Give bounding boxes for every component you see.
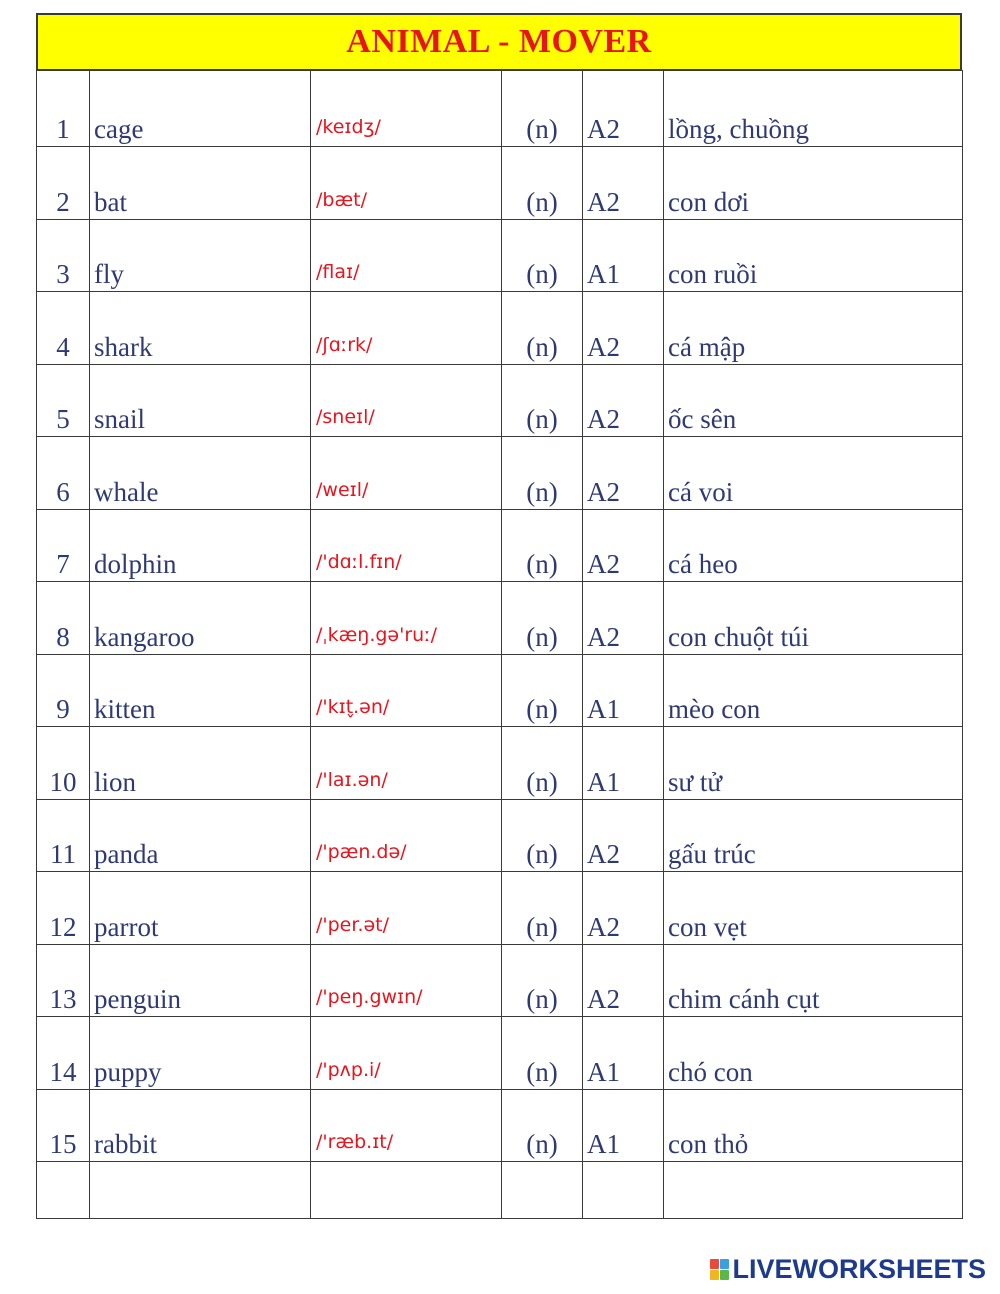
cefr-level: A2 [583, 944, 664, 1017]
row-number: 3 [37, 219, 90, 292]
part-of-speech: (n) [502, 944, 583, 1017]
table-row [37, 799, 963, 872]
vietnamese-meaning: lồng, chuồng [664, 71, 963, 147]
table-row [37, 219, 963, 292]
table-row [37, 1089, 963, 1162]
pronunciation: /flaɪ/ [311, 219, 502, 292]
table-row [37, 654, 963, 727]
logo-square-2 [720, 1259, 729, 1269]
logo-text: LIVEWORKSHEETS [732, 1253, 986, 1284]
empty-cell [664, 1162, 963, 1219]
table-row [37, 71, 963, 147]
pronunciation: /'ræb.ɪt/ [311, 1089, 502, 1162]
row-number: 6 [37, 437, 90, 510]
row-number: 9 [37, 654, 90, 727]
cefr-level: A1 [583, 219, 664, 292]
cefr-level: A2 [583, 364, 664, 437]
part-of-speech: (n) [502, 654, 583, 727]
table-row [37, 292, 963, 365]
english-word: puppy [90, 1017, 311, 1090]
empty-cell [583, 1162, 664, 1219]
vietnamese-meaning: con thỏ [664, 1089, 963, 1162]
cefr-level: A1 [583, 727, 664, 800]
english-word: dolphin [90, 509, 311, 582]
part-of-speech: (n) [502, 872, 583, 945]
part-of-speech: (n) [502, 799, 583, 872]
row-number: 14 [37, 1017, 90, 1090]
vietnamese-meaning: con ruồi [664, 219, 963, 292]
pronunciation: /'laɪ.ən/ [311, 727, 502, 800]
vietnamese-meaning: sư tử [664, 727, 963, 800]
table-row [37, 509, 963, 582]
part-of-speech: (n) [502, 292, 583, 365]
empty-cell [90, 1162, 311, 1219]
vietnamese-meaning: con chuột túi [664, 582, 963, 655]
part-of-speech: (n) [502, 147, 583, 220]
pronunciation: /'peŋ.gwɪn/ [311, 944, 502, 1017]
vietnamese-meaning: chó con [664, 1017, 963, 1090]
table-row [37, 147, 963, 220]
row-number: 2 [37, 147, 90, 220]
empty-cell [502, 1162, 583, 1219]
cefr-level: A2 [583, 799, 664, 872]
pronunciation: /weɪl/ [311, 437, 502, 510]
row-number: 7 [37, 509, 90, 582]
pronunciation: /'per.ət/ [311, 872, 502, 945]
table-row [37, 1017, 963, 1090]
row-number: 4 [37, 292, 90, 365]
english-word: panda [90, 799, 311, 872]
row-number: 11 [37, 799, 90, 872]
part-of-speech: (n) [502, 219, 583, 292]
pronunciation: /ʃɑːrk/ [311, 292, 502, 365]
empty-cell [311, 1162, 502, 1219]
part-of-speech: (n) [502, 437, 583, 510]
english-word: penguin [90, 944, 311, 1017]
vietnamese-meaning: con dơi [664, 147, 963, 220]
english-word: rabbit [90, 1089, 311, 1162]
table-row [37, 727, 963, 800]
english-word: snail [90, 364, 311, 437]
english-word: kangaroo [90, 582, 311, 655]
vocabulary-sheet [36, 13, 962, 1219]
part-of-speech: (n) [502, 1017, 583, 1090]
vietnamese-meaning: cá voi [664, 437, 963, 510]
row-number: 15 [37, 1089, 90, 1162]
vietnamese-meaning: chim cánh cụt [664, 944, 963, 1017]
cefr-level: A2 [583, 437, 664, 510]
liveworksheets-logo [710, 1254, 986, 1284]
table-row [37, 872, 963, 945]
pronunciation: /ˌkæŋ.gə'ruː/ [311, 582, 502, 655]
cefr-level: A1 [583, 1089, 664, 1162]
pronunciation: /'pʌp.i/ [311, 1017, 502, 1090]
logo-square-1 [710, 1259, 719, 1269]
english-word: whale [90, 437, 311, 510]
pronunciation: /keɪdʒ/ [311, 71, 502, 147]
cefr-level: A2 [583, 509, 664, 582]
pronunciation: /'kɪt̬.ən/ [311, 654, 502, 727]
cefr-level: A2 [583, 582, 664, 655]
cefr-level: A2 [583, 147, 664, 220]
row-number: 8 [37, 582, 90, 655]
cefr-level: A1 [583, 1017, 664, 1090]
row-number: 10 [37, 727, 90, 800]
vietnamese-meaning: ốc sên [664, 364, 963, 437]
pronunciation: /'dɑːl.fɪn/ [311, 509, 502, 582]
table-row [37, 437, 963, 510]
part-of-speech: (n) [502, 364, 583, 437]
liveworksheets-logo-icon [710, 1259, 729, 1280]
english-word: bat [90, 147, 311, 220]
vietnamese-meaning: con vẹt [664, 872, 963, 945]
empty-cell [37, 1162, 90, 1219]
vietnamese-meaning: cá heo [664, 509, 963, 582]
empty-row [37, 1162, 963, 1219]
table-row [37, 944, 963, 1017]
vietnamese-meaning: gấu trúc [664, 799, 963, 872]
table-row [37, 582, 963, 655]
row-number: 5 [37, 364, 90, 437]
cefr-level: A1 [583, 654, 664, 727]
logo-square-3 [710, 1270, 719, 1280]
logo-square-4 [720, 1270, 729, 1280]
table-row [37, 364, 963, 437]
cefr-level: A2 [583, 292, 664, 365]
vietnamese-meaning: cá mập [664, 292, 963, 365]
vietnamese-meaning: mèo con [664, 654, 963, 727]
part-of-speech: (n) [502, 727, 583, 800]
row-number: 1 [37, 71, 90, 147]
english-word: shark [90, 292, 311, 365]
vocabulary-table [36, 70, 963, 1219]
pronunciation: /'pæn.də/ [311, 799, 502, 872]
cefr-level: A2 [583, 71, 664, 147]
english-word: fly [90, 219, 311, 292]
part-of-speech: (n) [502, 71, 583, 147]
part-of-speech: (n) [502, 509, 583, 582]
pronunciation: /sneɪl/ [311, 364, 502, 437]
english-word: parrot [90, 872, 311, 945]
sheet-title: ANIMAL - MOVER [36, 13, 962, 70]
part-of-speech: (n) [502, 582, 583, 655]
english-word: cage [90, 71, 311, 147]
english-word: lion [90, 727, 311, 800]
part-of-speech: (n) [502, 1089, 583, 1162]
cefr-level: A2 [583, 872, 664, 945]
pronunciation: /bæt/ [311, 147, 502, 220]
english-word: kitten [90, 654, 311, 727]
row-number: 13 [37, 944, 90, 1017]
row-number: 12 [37, 872, 90, 945]
